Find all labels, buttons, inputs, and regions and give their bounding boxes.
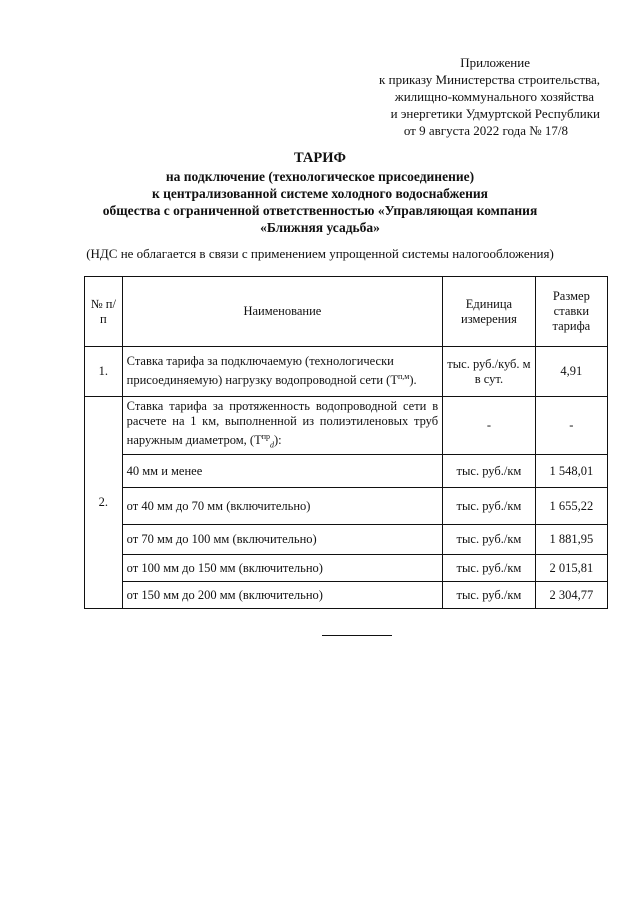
row2-item-5-value: 2 304,77 xyxy=(535,582,607,609)
header-value: Размер ставки тарифа xyxy=(535,277,607,347)
appendix-line-2: к приказу Министерства строительства, xyxy=(379,72,600,87)
row2-item-5-unit: тыс. руб./км xyxy=(443,582,536,609)
table-row-1 xyxy=(85,347,608,397)
row2-intro-unit: - xyxy=(443,397,536,455)
row2-item-5-name: от 150 мм до 200 мм (включительно) xyxy=(122,582,443,609)
table-header-row xyxy=(85,277,608,347)
row2-num: 2. xyxy=(85,397,123,609)
row2-item-1-unit: тыс. руб./км xyxy=(443,455,536,488)
table-row xyxy=(85,555,608,582)
header-unit: Единица измерения xyxy=(443,277,536,347)
table-row xyxy=(85,525,608,555)
tariff-table xyxy=(84,276,608,609)
appendix-line-1: Приложение xyxy=(460,55,530,70)
appendix-line-3: жилищно-коммунального хозяйства xyxy=(394,89,594,104)
row2-item-2-name: от 40 мм до 70 мм (включительно) xyxy=(122,488,443,525)
table-row xyxy=(85,582,608,609)
row2-item-3-unit: тыс. руб./км xyxy=(443,525,536,555)
row2-item-3-name: от 70 мм до 100 мм (включительно) xyxy=(122,525,443,555)
row1-name-sup: п,м xyxy=(398,372,410,382)
table-row xyxy=(85,488,608,525)
appendix-line-5: от 9 августа 2022 года № 17/8 xyxy=(403,123,568,138)
title-line-4: общества с ограниченной ответственностью «Управляющая компания xyxy=(102,203,538,218)
row2-item-4-name: от 100 мм до 150 мм (включительно) xyxy=(122,555,443,582)
row2-item-2-value: 1 655,22 xyxy=(535,488,607,525)
row1-name: Ставка тарифа за подключаемую (технологически присоединяемую) нагрузку водопроводной сети (Т xyxy=(126,354,398,388)
table-row-2-intro xyxy=(85,397,608,455)
row1-name-cell xyxy=(122,347,443,397)
row2-item-1-name: 40 мм и менее xyxy=(122,455,443,488)
appendix-line-4: и энергетики Удмуртской Республики xyxy=(390,106,600,121)
document-title xyxy=(0,150,640,236)
title-line-3: к централизованной системе холодного водоснабжения xyxy=(152,186,488,201)
table-row xyxy=(85,455,608,488)
row2-intro: Ставка тарифа за протяженность водопроводной сети в расчете на 1 км, выполненной из полиэтиленовых труб наружным диаметром, (Т xyxy=(126,398,439,447)
row2-intro-cell xyxy=(122,397,443,455)
vat-note: (НДС не облагается в связи с применением упрощенной системы налогообложения) xyxy=(86,246,554,261)
header-num: № п/п xyxy=(85,277,123,347)
row1-num: 1. xyxy=(85,347,123,397)
appendix-block xyxy=(379,54,600,139)
row1-name-end: ). xyxy=(409,373,417,388)
title-line-5: «Ближняя усадьба» xyxy=(260,220,380,235)
row2-intro-sub: d xyxy=(269,440,274,450)
row2-item-4-unit: тыс. руб./км xyxy=(443,555,536,582)
footer-divider xyxy=(322,635,392,636)
row2-item-4-value: 2 015,81 xyxy=(535,555,607,582)
row1-value: 4,91 xyxy=(535,347,607,397)
row2-intro-value: - xyxy=(535,397,607,455)
row1-unit: тыс. руб./куб. м в сут. xyxy=(443,347,536,397)
title-line-2: на подключение (технологическое присоединение) xyxy=(165,169,475,184)
row2-item-3-value: 1 881,95 xyxy=(535,525,607,555)
row2-intro-end: ): xyxy=(273,432,282,447)
header-name: Наименование xyxy=(122,277,443,347)
row2-item-1-value: 1 548,01 xyxy=(535,455,607,488)
title-main: ТАРИФ xyxy=(293,150,346,166)
row2-intro-sup: пр xyxy=(261,431,270,441)
row2-item-2-unit: тыс. руб./км xyxy=(443,488,536,525)
